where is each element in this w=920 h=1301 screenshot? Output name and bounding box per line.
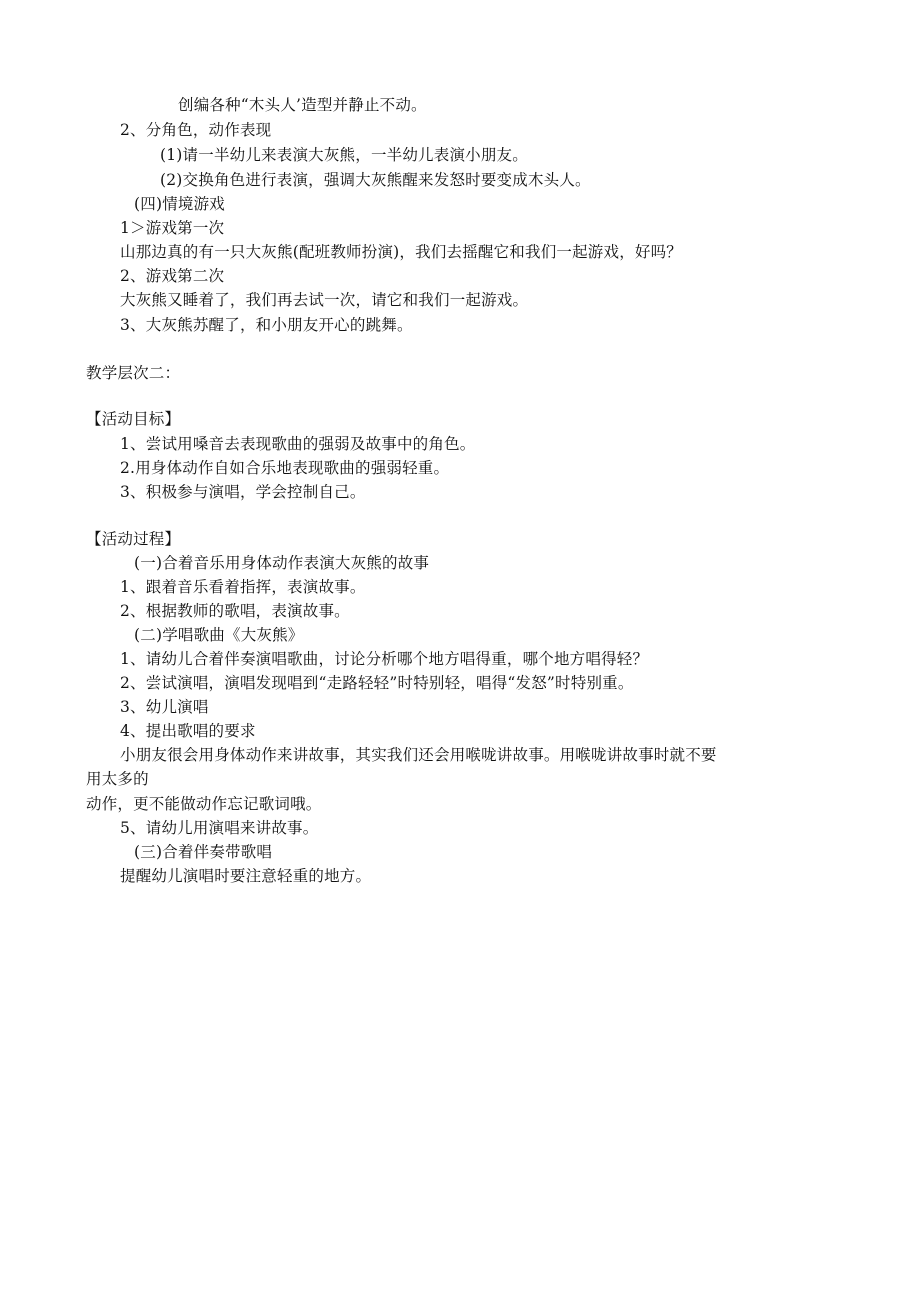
text-line: 2.用身体动作自如合乐地表现歌曲的强弱轻重。 — [120, 459, 450, 477]
text-line: 山那边真的有一只大灰熊(配班教师扮演)，我们去摇醒它和我们一起游戏，好吗？ — [120, 243, 682, 261]
section-heading: (三)合着伴奏带歌唱 — [134, 843, 273, 861]
text-line: 提醒幼儿演唱时要注意轻重的地方。 — [120, 867, 372, 885]
level-heading: 教学层次二： — [86, 364, 181, 382]
section-heading: 【活动过程】 — [86, 530, 181, 548]
text-line: 2、尝试演唱，演唱发现唱到“走路轻轻”时特别轻，唱得“发怒”时特别重。 — [120, 674, 634, 692]
section-heading: (四)情境游戏 — [134, 195, 225, 213]
text-line: 1＞游戏第一次 — [120, 219, 225, 237]
text-line: 5、请幼儿用演唱来讲故事。 — [120, 819, 319, 837]
section-heading: (二)学唱歌曲《大灰熊》 — [134, 626, 304, 644]
text-line: 3、大灰熊苏醒了，和小朋友开心的跳舞。 — [120, 316, 413, 334]
text-line: 动作，更不能做动作忘记歌词哦。 — [86, 795, 322, 813]
text-line: 小朋友很会用身体动作来讲故事，其实我们还会用喉咙讲故事。用喉咙讲故事时就不要 — [120, 746, 717, 764]
text-line: 2、根据教师的歌唱，表演故事。 — [120, 602, 350, 620]
text-line: 1、尝试用嗓音去表现歌曲的强弱及故事中的角色。 — [120, 435, 476, 453]
text-line: 创编各种“木头人’造型并静止不动。 — [178, 96, 427, 114]
text-line: 4、提出歌唱的要求 — [120, 722, 256, 740]
text-line: 2、游戏第二次 — [120, 267, 225, 285]
text-line: 3、积极参与演唱，学会控制自己。 — [120, 483, 366, 501]
text-line: (2)交换角色进行表演，强调大灰熊醒来发怒时要变成木头人。 — [160, 171, 591, 189]
text-line: 1、请幼儿合着伴奏演唱歌曲，讨论分析哪个地方唱得重，哪个地方唱得轻？ — [120, 650, 649, 668]
text-line: 用太多的 — [86, 770, 149, 788]
section-heading: (一)合着音乐用身体动作表演大灰熊的故事 — [134, 554, 430, 572]
text-line: 2、分角色，动作表现 — [120, 121, 272, 139]
section-heading: 【活动目标】 — [86, 410, 181, 428]
text-line: (1)请一半幼儿来表演大灰熊，一半幼儿表演小朋友。 — [160, 146, 528, 164]
text-line: 1、跟着音乐看着指挥，表演故事。 — [120, 578, 366, 596]
text-line: 3、幼儿演唱 — [120, 698, 209, 716]
text-line: 大灰熊又睡着了，我们再去试一次，请它和我们一起游戏。 — [120, 291, 529, 309]
